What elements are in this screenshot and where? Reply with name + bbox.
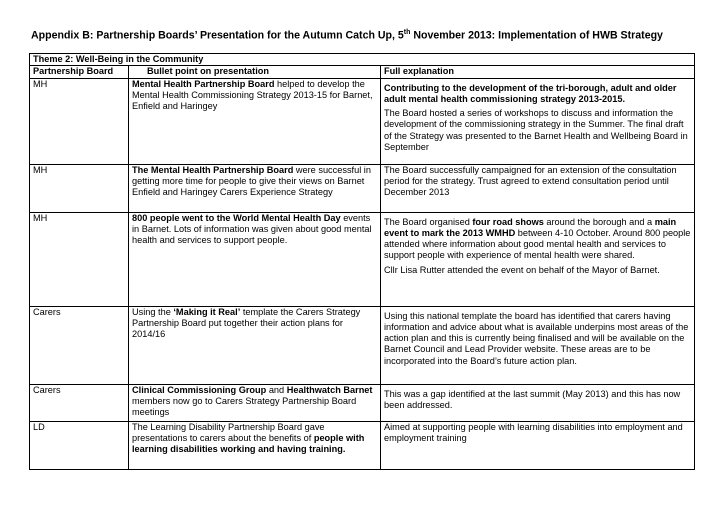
explanation-paragraph	[384, 389, 691, 412]
column-header-bullet: Bullet point on presentation	[129, 66, 381, 78]
column-header-board: Partnership Board	[30, 66, 129, 78]
text-run: main event to mark the 2013 WMHD	[384, 216, 677, 238]
text-run: and	[266, 384, 287, 395]
text-run: Using the	[132, 306, 174, 317]
text-run: Using this national template the board has identified that carers having information and advice about what is available underpins most areas of the action plan and this is currently being finalised and will be available on the Barnet Council and Lead Provider website. These areas are to be incorporated into the Board’s future action plan.	[384, 310, 689, 366]
text-run: were successful in getting more time for people to give their views on Barnet Enfield and Haringey Carers Experience Strategy	[132, 164, 371, 198]
text-run: Aimed at supporting people with learning disabilities into employment and employment training	[384, 421, 683, 443]
partnership-board-cell: MH	[30, 212, 129, 306]
text-run: Clinical Commissioning Group	[132, 384, 267, 395]
full-explanation-cell	[381, 164, 695, 212]
text-run: Contributing to the development of the tri-borough, adult and older adult mental health commissioning strategy 2013-2015.	[384, 82, 677, 104]
text-run: This was a gap identified at the last summit (May 2013) and this has now been addressed.	[384, 388, 681, 410]
text-run: four road shows	[472, 216, 544, 227]
text-run: 800 people went to the World Mental Health Day	[132, 212, 341, 223]
text-run: Healthwatch Barnet	[286, 384, 373, 395]
text-run: helped to develop the Mental Health Commissioning Strategy 2013-15 for Barnet, Enfield and Haringey	[132, 78, 373, 112]
full-explanation-cell	[381, 212, 695, 306]
bullet-point-cell	[129, 78, 381, 164]
table-row	[30, 164, 695, 212]
table-row	[30, 212, 695, 306]
table-row	[30, 78, 695, 164]
partnership-board-cell: Carers	[30, 384, 129, 421]
full-explanation-cell	[381, 384, 695, 421]
text-run: The Board organised	[384, 216, 473, 227]
explanation-paragraph	[384, 422, 691, 445]
column-header-explanation: Full explanation	[381, 66, 695, 78]
bullet-point-cell	[129, 384, 381, 421]
explanation-paragraph	[384, 265, 691, 276]
full-explanation-cell	[381, 421, 695, 469]
partnership-board-cell: MH	[30, 78, 129, 164]
text-run: template the Carers Strategy Partnership Board put together their action plans for 2014/16	[132, 306, 361, 340]
table-row	[30, 384, 695, 421]
text-run: around the borough and a	[543, 216, 655, 227]
table-row	[30, 306, 695, 384]
bullet-point-cell	[129, 164, 381, 212]
text-run: The Mental Health Partnership Board	[132, 164, 294, 175]
text-run: events in Barnet. Lots of information was given about good mental health and services to support people.	[132, 212, 372, 246]
bullet-point-cell	[129, 212, 381, 306]
text-run: Mental Health Partnership Board	[132, 78, 275, 89]
bullet-point-cell	[129, 421, 381, 469]
bullet-point-cell	[129, 306, 381, 384]
partnership-board-cell: MH	[30, 164, 129, 212]
explanation-paragraph	[384, 217, 691, 262]
text-run: ‘Making it Real’	[173, 306, 241, 317]
text-run: between 4-10 October. Around 800 people attended where information about good mental health and services to support people with experience of mental health were shared.	[384, 227, 691, 261]
explanation-paragraph	[384, 165, 691, 199]
text-run: people with learning disabilities working and having training.	[132, 432, 365, 455]
page-title: Appendix B: Partnership Boards’ Presentation for the Autumn Catch Up, 5th November 2013: Implementation of HWB Strategy	[31, 29, 663, 42]
text-run: The Board successfully campaigned for an extension of the consultation period for the strategy. Trust agreed to extend consultation period until December 2013	[384, 164, 677, 198]
partnership-board-cell: LD	[30, 421, 129, 469]
text-run: Cllr Lisa Rutter attended the event on behalf of the Mayor of Barnet.	[384, 264, 660, 275]
full-explanation-cell	[381, 306, 695, 384]
explanation-paragraph	[384, 83, 691, 106]
text-run: The Learning Disability Partnership Board gave presentations to carers about the benefits of	[132, 421, 325, 443]
text-run: members now go to Carers Strategy Partnership Board meetings	[132, 395, 357, 418]
partnership-board-cell: Carers	[30, 306, 129, 384]
text-run: The Board hosted a series of workshops to discuss and information the development of the commissioning strategy in the Summer. The final draft of the Strategy was presented to the Barnet Health and Wellbeing Board in September	[384, 108, 688, 153]
strategy-table	[29, 53, 695, 470]
theme-heading: Theme 2: Well-Being in the Community	[30, 54, 695, 66]
explanation-paragraph	[384, 311, 691, 367]
full-explanation-cell	[381, 78, 695, 164]
explanation-paragraph	[384, 108, 691, 153]
header-row	[30, 66, 695, 78]
table-row	[30, 421, 695, 469]
